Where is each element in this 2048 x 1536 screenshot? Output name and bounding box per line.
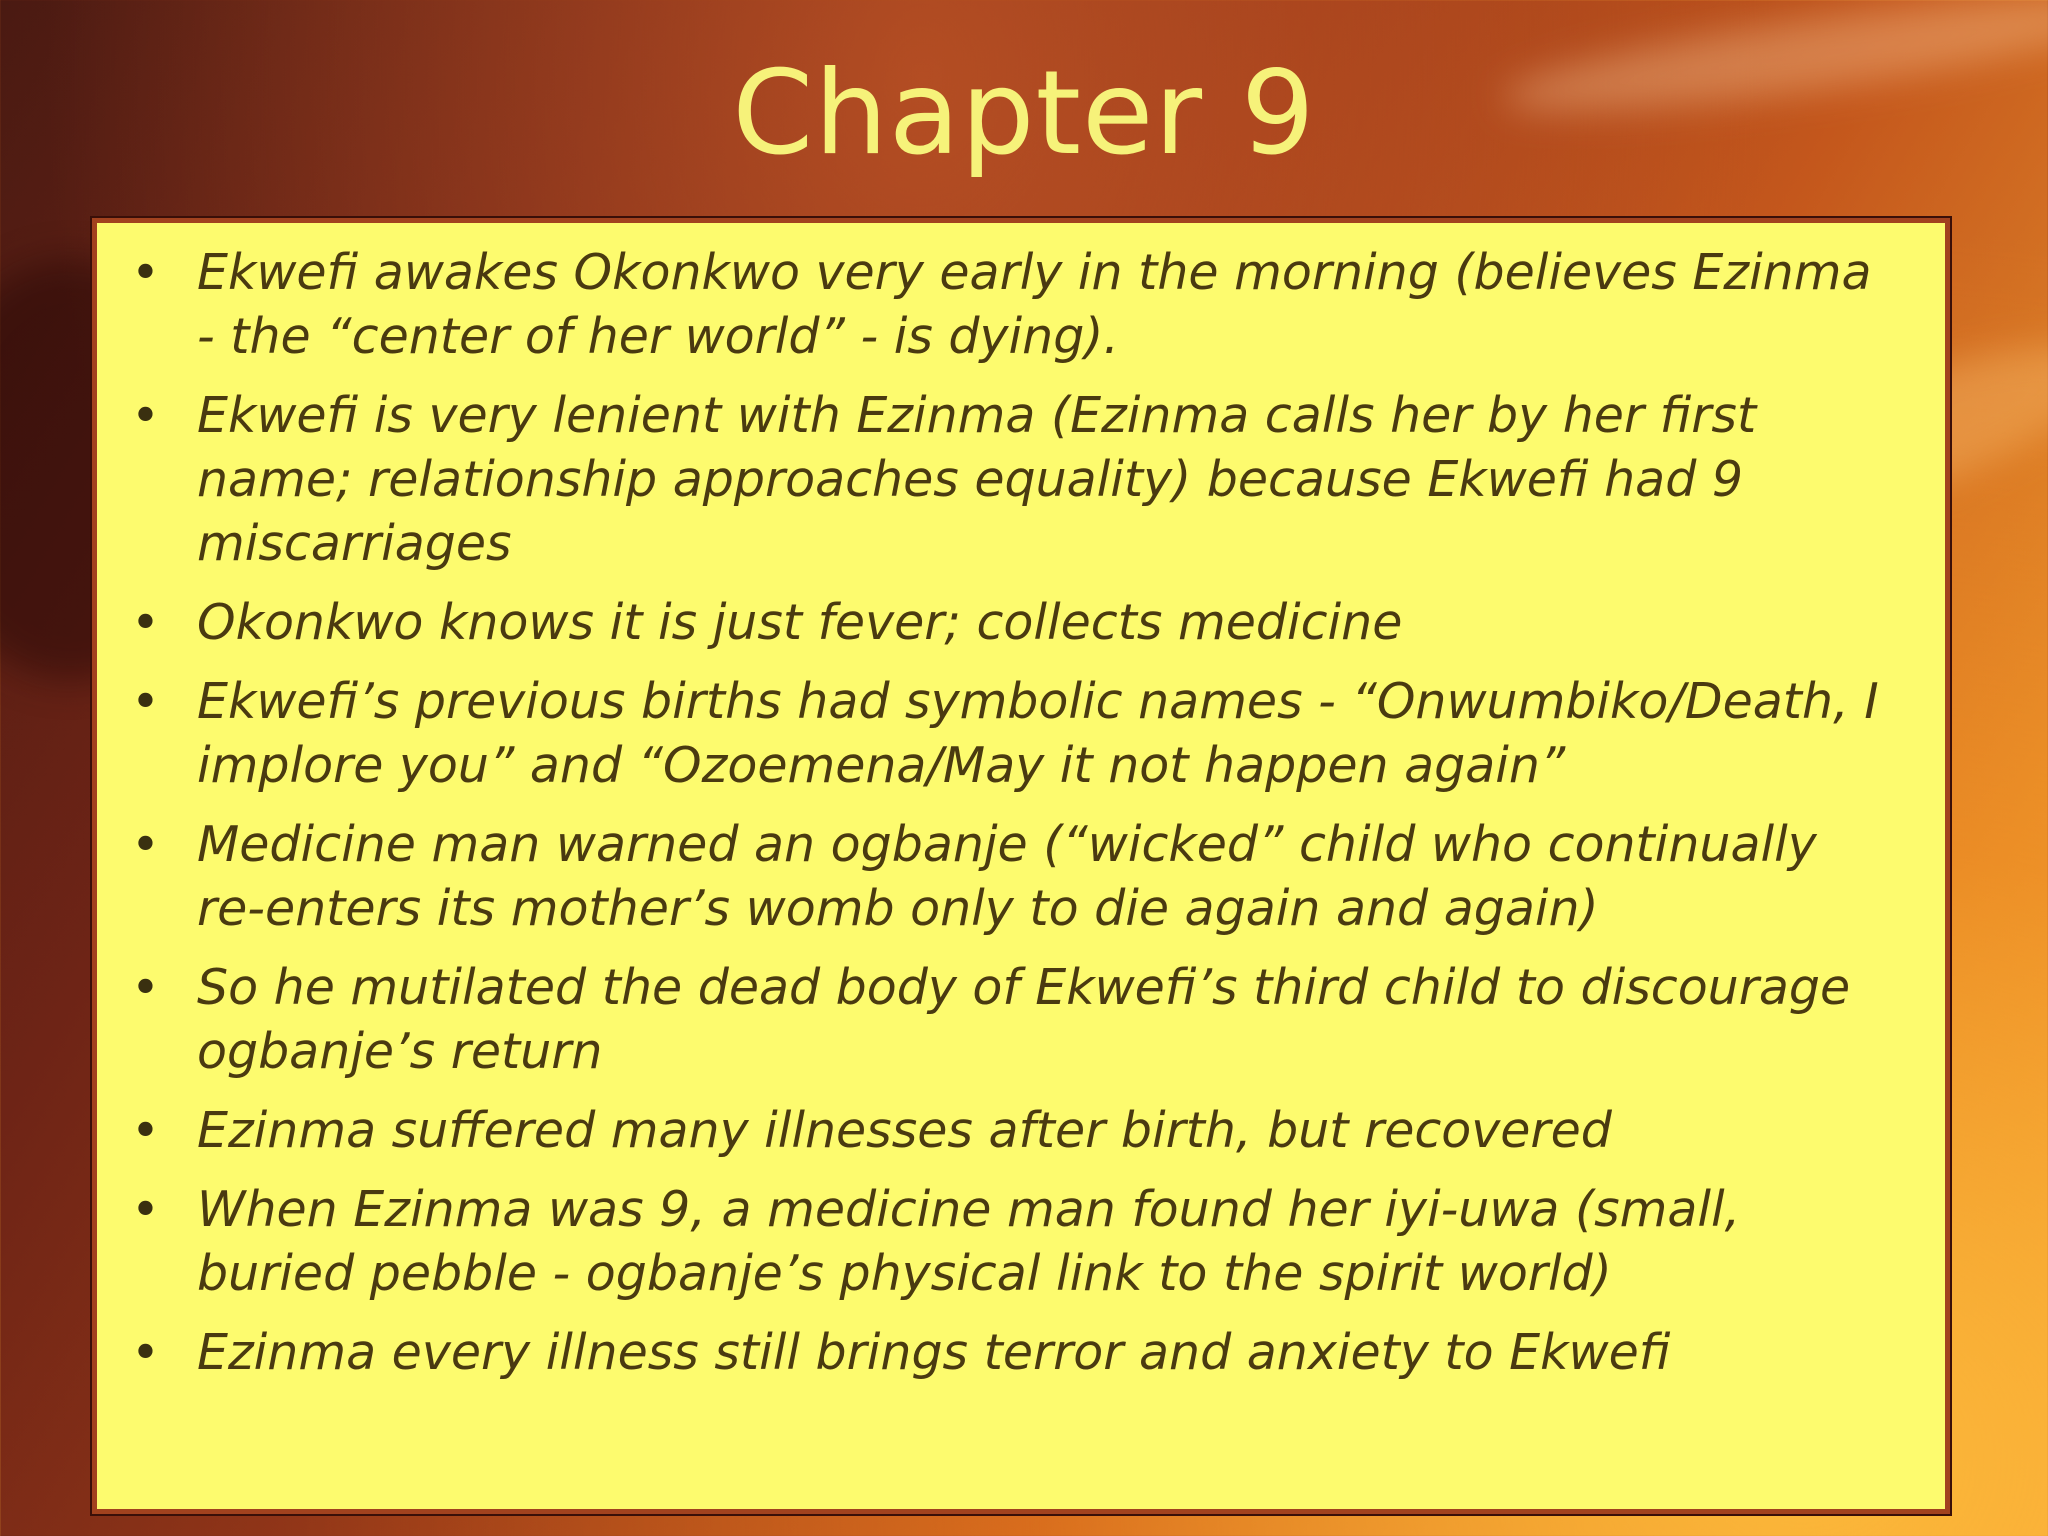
bullet-item: • Ekwefi awakes Okonkwo very early in the morning (believes Ezinma - the “center of her world” - is dying).: [197, 241, 1885, 369]
bullet-item: • When Ezinma was 9, a medicine man found her iyi-uwa (small, buried pebble - ogbanje’s physical link to the spirit world): [197, 1178, 1885, 1306]
content-panel: [92, 218, 1950, 1514]
slide-title: Chapter 9: [732, 46, 1316, 181]
bullet-item: • So he mutilated the dead body of Ekwefi’s third child to discourage ogbanje’s return: [197, 956, 1885, 1084]
bullet-item: • Ezinma suffered many illnesses after birth, but recovered: [197, 1099, 1885, 1163]
bullet-item: • Medicine man warned an ogbanje (“wicked” child who continually re-enters its mother’s womb only to die again and again): [197, 813, 1885, 941]
bullet-item: • Ekwefi’s previous births had symbolic names - “Onwumbiko/Death, I implore you” and “Ozoemena/May it not happen again”: [197, 670, 1885, 798]
bullet-list: [197, 241, 1885, 1385]
bullet-item: • Ezinma every illness still brings terror and anxiety to Ekwefi: [197, 1321, 1885, 1385]
bullet-item: • Okonkwo knows it is just fever; collects medicine: [197, 591, 1885, 655]
bullet-item: • Ekwefi is very lenient with Ezinma (Ezinma calls her by her first name; relationship approaches equality) because Ekwefi had 9 miscarriages: [197, 384, 1885, 576]
